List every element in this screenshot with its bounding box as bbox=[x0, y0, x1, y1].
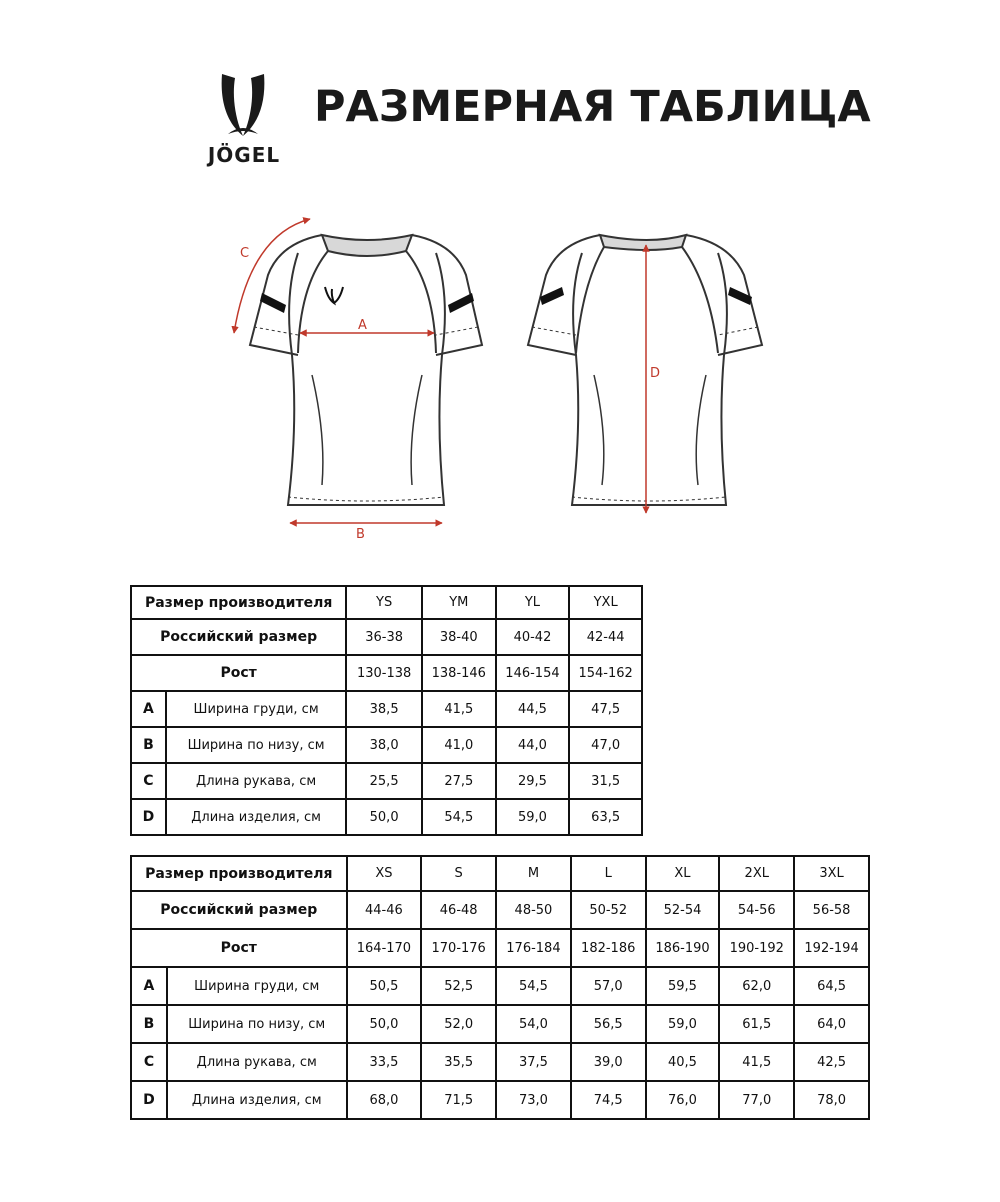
table-cell: 38,0 bbox=[346, 727, 422, 763]
table-row bbox=[131, 856, 869, 891]
table-cell: 25,5 bbox=[346, 763, 422, 799]
table-cell: 42,5 bbox=[794, 1043, 869, 1081]
table-row bbox=[131, 763, 642, 799]
row-label: Размер производителя bbox=[131, 856, 347, 891]
sleeve-stripe-left-front bbox=[260, 293, 286, 313]
table-cell: 59,0 bbox=[496, 799, 570, 835]
table-cell: M bbox=[496, 856, 571, 891]
row-letter: A bbox=[131, 691, 166, 727]
table-cell: 62,0 bbox=[719, 967, 794, 1005]
label-a: A bbox=[358, 318, 367, 333]
table-cell: 64,0 bbox=[794, 1005, 869, 1043]
table-row bbox=[131, 929, 869, 967]
label-c: C bbox=[240, 246, 250, 261]
table-cell: 186-190 bbox=[646, 929, 720, 967]
table-cell: 48-50 bbox=[496, 891, 571, 929]
table-cell: 146-154 bbox=[496, 655, 570, 691]
row-label: Рост bbox=[131, 929, 347, 967]
row-label: Ширина груди, см bbox=[167, 967, 347, 1005]
table-cell: YM bbox=[422, 586, 496, 619]
table-cell: 54,5 bbox=[422, 799, 496, 835]
row-letter: D bbox=[131, 1081, 167, 1119]
table-cell: 78,0 bbox=[794, 1081, 869, 1119]
table-cell: 29,5 bbox=[496, 763, 570, 799]
table-cell: S bbox=[421, 856, 496, 891]
table-cell: 73,0 bbox=[496, 1081, 571, 1119]
row-letter: B bbox=[131, 1005, 167, 1043]
back-view-tshirt bbox=[528, 235, 762, 505]
table-row bbox=[131, 691, 642, 727]
table-cell: 40,5 bbox=[646, 1043, 720, 1081]
row-label: Длина рукава, см bbox=[167, 1043, 347, 1081]
table-cell: 192-194 bbox=[794, 929, 869, 967]
table-cell: 36-38 bbox=[346, 619, 422, 655]
table-cell: YXL bbox=[569, 586, 642, 619]
table-cell: 47,0 bbox=[569, 727, 642, 763]
table-cell: 57,0 bbox=[571, 967, 646, 1005]
table-cell: 38-40 bbox=[422, 619, 496, 655]
label-d: D bbox=[650, 366, 661, 381]
table-cell: XS bbox=[347, 856, 422, 891]
table-row bbox=[131, 1043, 869, 1081]
table-cell: 138-146 bbox=[422, 655, 496, 691]
table-cell: 71,5 bbox=[421, 1081, 496, 1119]
size-table-youth bbox=[130, 585, 643, 836]
table-cell: 41,5 bbox=[719, 1043, 794, 1081]
table-cell: 164-170 bbox=[347, 929, 422, 967]
table-cell: 50,5 bbox=[347, 967, 422, 1005]
table-cell: 31,5 bbox=[569, 763, 642, 799]
row-label: Ширина по низу, см bbox=[166, 727, 346, 763]
row-label: Ширина по низу, см bbox=[167, 1005, 347, 1043]
table-cell: 182-186 bbox=[571, 929, 646, 967]
table-cell: 64,5 bbox=[794, 967, 869, 1005]
row-label: Длина изделия, см bbox=[167, 1081, 347, 1119]
row-letter: A bbox=[131, 967, 167, 1005]
table-cell: 59,5 bbox=[646, 967, 720, 1005]
label-b: B bbox=[356, 527, 365, 542]
table-cell: 47,5 bbox=[569, 691, 642, 727]
table-cell: 33,5 bbox=[347, 1043, 422, 1081]
table-cell: 76,0 bbox=[646, 1081, 720, 1119]
table-row bbox=[131, 967, 869, 1005]
table-cell: 130-138 bbox=[346, 655, 422, 691]
table-cell: 61,5 bbox=[719, 1005, 794, 1043]
table-cell: L bbox=[571, 856, 646, 891]
table-cell: 52,5 bbox=[421, 967, 496, 1005]
table-cell: 40-42 bbox=[496, 619, 570, 655]
page-title: РАЗМЕРНАЯ ТАБЛИЦА bbox=[314, 82, 871, 132]
table-cell: 56,5 bbox=[571, 1005, 646, 1043]
table-cell: 68,0 bbox=[347, 1081, 422, 1119]
table-cell: 154-162 bbox=[569, 655, 642, 691]
table-cell: 27,5 bbox=[422, 763, 496, 799]
table-cell: 44-46 bbox=[347, 891, 422, 929]
table-cell: 74,5 bbox=[571, 1081, 646, 1119]
chest-logo-icon bbox=[325, 287, 343, 303]
table-cell: 50-52 bbox=[571, 891, 646, 929]
row-label: Рост bbox=[131, 655, 346, 691]
table-cell: 52-54 bbox=[646, 891, 720, 929]
table-row bbox=[131, 1005, 869, 1043]
table-row bbox=[131, 619, 642, 655]
table-row bbox=[131, 799, 642, 835]
table-cell: XL bbox=[646, 856, 720, 891]
logo-mark-icon bbox=[190, 70, 300, 146]
table-cell: 56-58 bbox=[794, 891, 869, 929]
table-cell: 46-48 bbox=[421, 891, 496, 929]
table-cell: 44,0 bbox=[496, 727, 570, 763]
table-cell: 170-176 bbox=[421, 929, 496, 967]
table-cell: 44,5 bbox=[496, 691, 570, 727]
table-row bbox=[131, 727, 642, 763]
table-cell: YS bbox=[346, 586, 422, 619]
table-row bbox=[131, 655, 642, 691]
table-cell: 42-44 bbox=[569, 619, 642, 655]
table-cell: 190-192 bbox=[719, 929, 794, 967]
table-cell: 77,0 bbox=[719, 1081, 794, 1119]
table-cell: 54-56 bbox=[719, 891, 794, 929]
row-letter: C bbox=[131, 763, 166, 799]
table-row bbox=[131, 1081, 869, 1119]
row-label: Размер производителя bbox=[131, 586, 346, 619]
table-cell: 54,5 bbox=[496, 967, 571, 1005]
table-cell: 37,5 bbox=[496, 1043, 571, 1081]
table-cell: 2XL bbox=[719, 856, 794, 891]
table-cell: 38,5 bbox=[346, 691, 422, 727]
table-cell: 39,0 bbox=[571, 1043, 646, 1081]
row-label: Российский размер bbox=[131, 891, 347, 929]
row-label: Ширина груди, см bbox=[166, 691, 346, 727]
table-cell: 3XL bbox=[794, 856, 869, 891]
table-cell: 41,5 bbox=[422, 691, 496, 727]
table-cell: 50,0 bbox=[347, 1005, 422, 1043]
garment-diagram bbox=[210, 205, 770, 550]
table-row bbox=[131, 586, 642, 619]
table-cell: 50,0 bbox=[346, 799, 422, 835]
size-table-adult bbox=[130, 855, 870, 1120]
table-cell: 59,0 bbox=[646, 1005, 720, 1043]
row-letter: B bbox=[131, 727, 166, 763]
row-label: Длина изделия, см bbox=[166, 799, 346, 835]
front-view-tshirt bbox=[250, 235, 482, 505]
brand-wordmark: JÖGEL bbox=[207, 143, 281, 167]
row-letter: D bbox=[131, 799, 166, 835]
sleeve-stripe-left-back bbox=[540, 287, 564, 305]
table-cell: YL bbox=[496, 586, 570, 619]
table-cell: 54,0 bbox=[496, 1005, 571, 1043]
row-label: Российский размер bbox=[131, 619, 346, 655]
measure-line-c bbox=[234, 219, 310, 333]
brand-logo bbox=[190, 70, 300, 170]
table-cell: 35,5 bbox=[421, 1043, 496, 1081]
table-cell: 63,5 bbox=[569, 799, 642, 835]
table-row bbox=[131, 891, 869, 929]
table-cell: 52,0 bbox=[421, 1005, 496, 1043]
sleeve-stripe-right-front bbox=[448, 293, 474, 313]
table-cell: 41,0 bbox=[422, 727, 496, 763]
table-cell: 176-184 bbox=[496, 929, 571, 967]
row-letter: C bbox=[131, 1043, 167, 1081]
row-label: Длина рукава, см bbox=[166, 763, 346, 799]
